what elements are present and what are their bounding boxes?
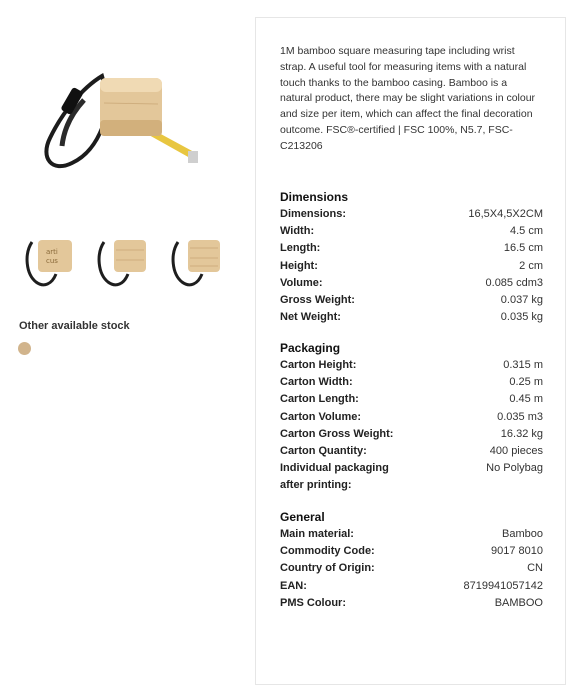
packaging-row-value: 16.32 kg: [500, 427, 543, 440]
packaging-row-value: 0.45 m: [509, 393, 543, 406]
product-details-panel: [255, 17, 566, 685]
packaging-row-label: Carton Length:: [280, 393, 359, 406]
general-row-value: CN: [527, 562, 543, 575]
packaging-title: Packaging: [280, 341, 341, 355]
general-row-value: 8719941057142: [463, 579, 543, 592]
packaging-row-value: No Polybag: [486, 462, 543, 475]
packaging-row: [280, 426, 543, 443]
general-row: [280, 526, 543, 543]
packaging-row: [280, 409, 543, 426]
dimensions-row-value: 2 cm: [519, 259, 543, 272]
general-row-value: 9017 8010: [491, 545, 543, 558]
dimensions-row-label: Gross Weight:: [280, 293, 355, 306]
general-row-label: Main material:: [280, 528, 354, 540]
packaging-row-label: Carton Height:: [280, 359, 357, 371]
packaging-row: [280, 460, 543, 494]
general-row-label: PMS Colour:: [280, 596, 346, 609]
packaging-row-value: 0.035 m3: [497, 410, 543, 423]
dimensions-row-label: Height:: [280, 259, 318, 272]
general-row-value: Bamboo: [502, 528, 543, 540]
stock-color-swatch[interactable]: [18, 342, 31, 355]
thumbnail-side-variant-icon[interactable]: [168, 228, 226, 294]
general-row-label: Country of Origin:: [280, 562, 375, 575]
svg-text:arti: arti: [46, 248, 58, 256]
dimensions-row-label: Dimensions:: [280, 208, 347, 220]
dimensions-row-label: Net Weight:: [280, 311, 341, 324]
thumbnail-logo-variant-icon[interactable]: [22, 228, 80, 294]
product-gallery: [0, 0, 250, 699]
packaging-row: [280, 374, 543, 391]
dimensions-row: [280, 240, 543, 257]
dimensions-row-value: 0.085 cdm3: [485, 276, 543, 289]
general-row: [280, 543, 543, 560]
dimensions-row-label: Length:: [280, 242, 321, 255]
dimensions-row-value: 0.035 kg: [500, 311, 543, 324]
general-row-value: BAMBOO: [494, 596, 543, 609]
general-row-label: EAN:: [280, 579, 307, 592]
dimensions-row: [280, 309, 543, 326]
general-row: [280, 578, 543, 595]
dimensions-row: [280, 275, 543, 292]
packaging-section: [280, 340, 543, 494]
dimensions-row: [280, 206, 543, 223]
packaging-row-label: Carton Volume:: [280, 410, 362, 423]
dimensions-row: [280, 223, 543, 240]
dimensions-row-label: Width:: [280, 225, 315, 238]
packaging-row: [280, 391, 543, 408]
dimensions-row-value: 16.5 cm: [503, 242, 543, 255]
svg-text:cus: cus: [46, 257, 58, 265]
thumbnail-front-variant-icon[interactable]: [94, 228, 152, 294]
packaging-row: [280, 357, 543, 374]
dimensions-row-value: 4.5 cm: [509, 225, 543, 238]
packaging-row-label: Individual packaging after printing:: [280, 462, 389, 492]
general-section: [280, 509, 543, 612]
packaging-row-value: 400 pieces: [489, 444, 543, 457]
general-row: [280, 560, 543, 577]
dimensions-row-value: 16,5X4,5X2CM: [468, 208, 543, 220]
bamboo-measuring-tape-image[interactable]: [22, 58, 222, 188]
packaging-row-label: Carton Quantity:: [280, 444, 367, 457]
packaging-row: [280, 443, 543, 460]
dimensions-row: [280, 292, 543, 309]
packaging-row-label: Carton Width:: [280, 376, 353, 389]
packaging-row-label: Carton Gross Weight:: [280, 427, 394, 440]
dimensions-row-value: 0.037 kg: [500, 293, 543, 306]
general-title: General: [280, 510, 325, 524]
dimensions-title: Dimensions: [280, 190, 349, 204]
dimensions-section: [280, 189, 543, 326]
dimensions-row-label: Volume:: [280, 276, 323, 289]
product-description: 1M bamboo square measuring tape including wrist strap. A useful tool for measuring items with a natural touch thanks to the bamboo casing. Bamboo is a natural product, there may be slight variations in colour and size per item, which can affect the final decoration outcome. FSC®-certified | FSC 100%, N5.7, FSC-C213206: [280, 45, 536, 152]
general-row-label: Commodity Code:: [280, 545, 375, 558]
thumbnail-strip: [22, 228, 232, 294]
packaging-row-value: 0.25 m: [509, 376, 543, 389]
packaging-row-value: 0.315 m: [503, 359, 543, 371]
other-stock-label: Other available stock: [19, 320, 130, 332]
dimensions-row: [280, 258, 543, 275]
general-row: [280, 595, 543, 612]
